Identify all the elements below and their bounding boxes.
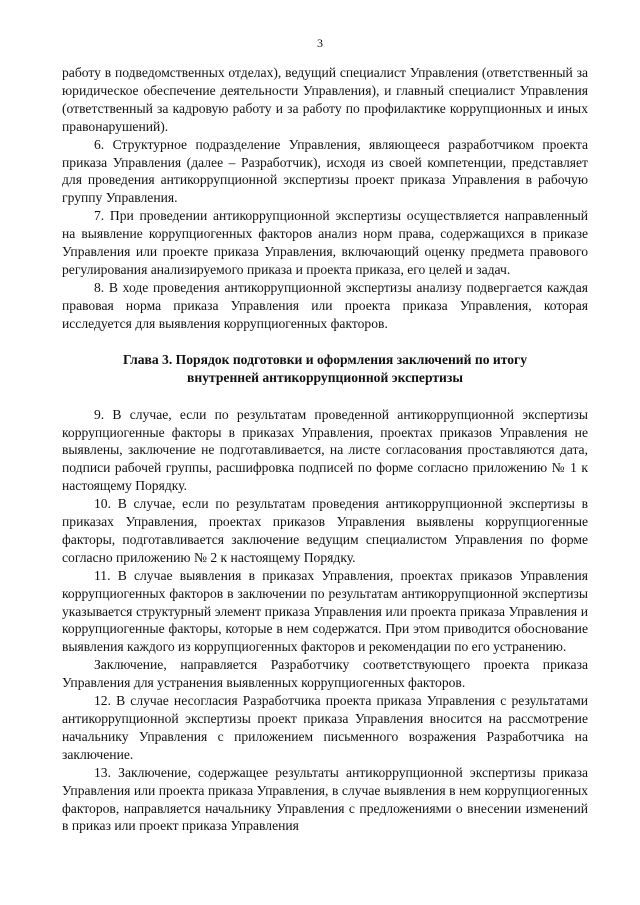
paragraph-continuation: работу в подведомственных отделах), ведущий специалист Управления (ответственный за юридическое обеспечение деятельности Управления), и главный специалист Управления (ответственный за кадровую работу и за работу по профилактике коррупционных и иных правонарушений). (62, 65, 588, 134)
page-number: 3 (317, 36, 323, 50)
paragraph-12: 12. В случае несогласия Разработчика проекта приказа Управления с результатами антикоррупционной экспертизы проект приказа Управления вносится на рассмотрение начальнику Управления с приложением письменного возражения Разработчика на заключение. (62, 693, 588, 762)
paragraph-6: 6. Структурное подразделение Управления, являющееся разработчиком проекта приказа Управления (далее – Разработчик), исходя из своей компетенции, представляет для проведения антикоррупционной экспертизы проект приказа Управления в рабочую группу Управления. (62, 136, 588, 206)
paragraph-7: 7. При проведении антикоррупционной экспертизы осуществляется направленный на выявление коррупциогенных факторов анализ норм права, содержащихся в приказе Управления или проекте приказа Управления, включающий оценку предмета правового регулирования анализируемого приказа и проекта приказа, его целей и задач. (62, 208, 588, 277)
paragraph-9: 9. В случае, если по результатам проведенной антикоррупционной экспертизы коррупциогенные факторы в приказах Управления, проектах приказов Управления не выявлены, заключение не подготавливается, на листе согласования проставляются дата, подписи рабочей группы, расшифровка подписей по форме согласно приложению № 1 к настоящему Порядку. (62, 406, 588, 494)
paragraph-8: 8. В ходе проведения антикоррупционной экспертизы анализу подвергается каждая правовая норма приказа Управления или проекта приказа Управления, которая исследуется для выявления коррупциогенных факторов. (62, 279, 588, 331)
paragraph-conclusion: Заключение, направляется Разработчику соответствующего проекта приказа Управления для устранения выявленных коррупциогенных факторов. (62, 657, 588, 691)
paragraph-13: 13. Заключение, содержащее результаты антикоррупционной экспертизы приказа Управления или проекта приказа Управления, в случае выявления в нем коррупциогенных факторов, направляется начальнику Управления с предложениями о внесении изменений в приказ или проект приказа Управления (62, 764, 588, 834)
paragraph-11: 11. В случае выявления в приказах Управления, проектах приказов Управления коррупциогенных факторов в заключении по результатам антикоррупционной экспертизы указывается структурный элемент приказа Управления или проекта приказа Управления и коррупциогенные факторы, которые в нем содержатся. При этом приводится обоснование выявления каждого из коррупциогенных факторов и рекомендации по его устранению. (62, 567, 588, 655)
chapter-heading: Глава 3. Порядок подготовки и оформления заключений по итогу внутренней антикоррупционной экспертизы (122, 351, 527, 385)
paragraph-10: 10. В случае, если по результатам проведения антикоррупционной экспертизы в приказах Управления, проектах приказов Управления выявлены коррупциогенные факторы, подготавливается заключение ведущим специалистом Управления по форме согласно приложению № 2 к настоящему Порядку. (62, 496, 588, 565)
document-body (62, 64, 588, 835)
